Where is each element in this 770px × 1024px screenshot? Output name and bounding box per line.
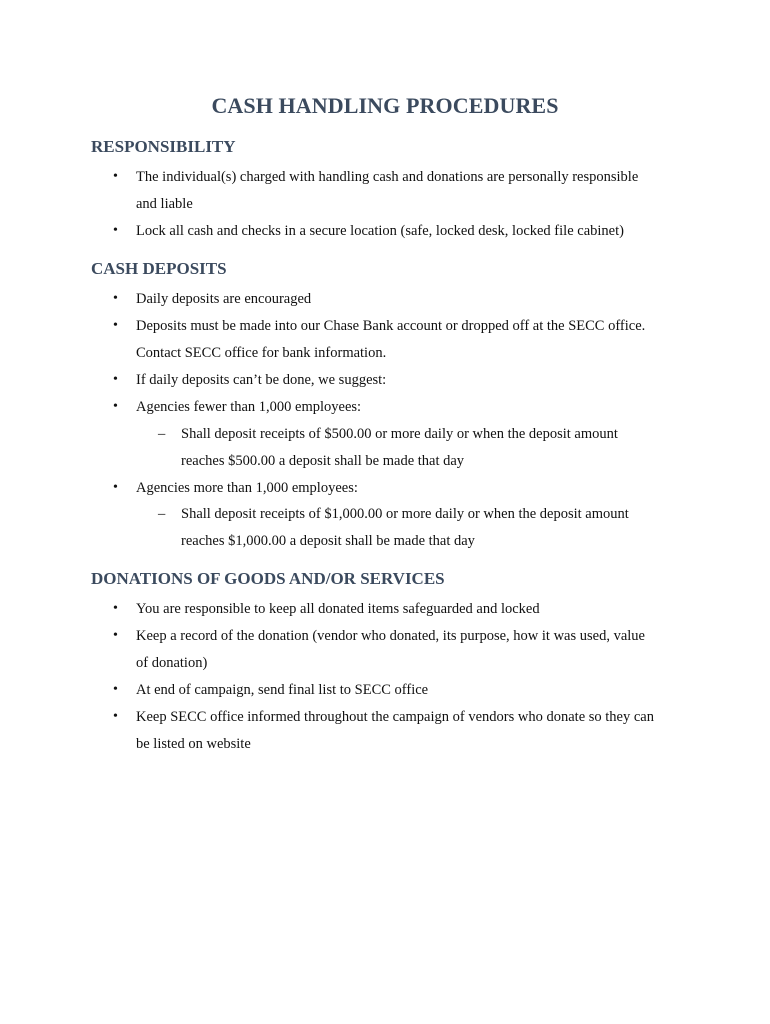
list-item-line: You are responsible to keep all donated items safeguarded and locked	[136, 601, 540, 617]
sub-bullet-marker: –	[158, 426, 166, 442]
list-item-line: The individual(s) charged with handling cash and donations are personally responsible	[136, 169, 639, 185]
list-item-line: Keep SECC office informed throughout the campaign of vendors who donate so they can	[136, 709, 654, 725]
list-item-line: At end of campaign, send final list to SECC office	[136, 682, 429, 698]
bullet-marker: •	[113, 399, 118, 414]
bullet-marker: •	[113, 628, 118, 643]
list-item-line: Keep a record of the donation (vendor who donated, its purpose, how it was used, value	[136, 628, 645, 644]
bullet-marker: •	[113, 682, 118, 697]
bullet-marker: •	[113, 291, 118, 306]
section-heading-responsibility: RESPONSIBILITY	[91, 137, 236, 156]
list-item-line: Contact SECC office for bank information.	[136, 345, 387, 361]
list-item-line: Deposits must be made into our Chase Bank account or dropped off at the SECC office.	[136, 318, 646, 334]
sub-list-item-line: Shall deposit receipts of $500.00 or more daily or when the deposit amount	[181, 426, 618, 442]
list-item-line: Lock all cash and checks in a secure location (safe, locked desk, locked file cabinet)	[136, 223, 624, 239]
bullet-marker: •	[113, 318, 118, 333]
list-item-line: Agencies more than 1,000 employees:	[136, 480, 358, 496]
section-heading-donations: DONATIONS OF GOODS AND/OR SERVICES	[91, 569, 445, 588]
sub-list-item-line: reaches $500.00 a deposit shall be made that day	[181, 453, 465, 469]
bullet-marker: •	[113, 480, 118, 495]
bullet-marker: •	[113, 169, 118, 184]
bullet-marker: •	[113, 372, 118, 387]
section-heading-cash-deposits: CASH DEPOSITS	[91, 259, 227, 278]
sub-list-item-line: reaches $1,000.00 a deposit shall be made that day	[181, 533, 475, 549]
list-item-line: If daily deposits can’t be done, we suggest:	[136, 372, 387, 388]
bullet-marker: •	[113, 709, 118, 724]
sub-list-item-line: Shall deposit receipts of $1,000.00 or more daily or when the deposit amount	[181, 506, 629, 522]
list-item-line: Daily deposits are encouraged	[136, 291, 312, 307]
bullet-marker: •	[113, 601, 118, 616]
bullet-marker: •	[113, 223, 118, 238]
list-item-line: and liable	[136, 196, 193, 212]
list-item-line: be listed on website	[136, 736, 251, 752]
sub-bullet-marker: –	[158, 506, 166, 522]
document-title: CASH HANDLING PROCEDURES	[211, 93, 559, 118]
list-item-line: Agencies fewer than 1,000 employees:	[136, 399, 362, 415]
list-item-line: of donation)	[136, 655, 208, 671]
